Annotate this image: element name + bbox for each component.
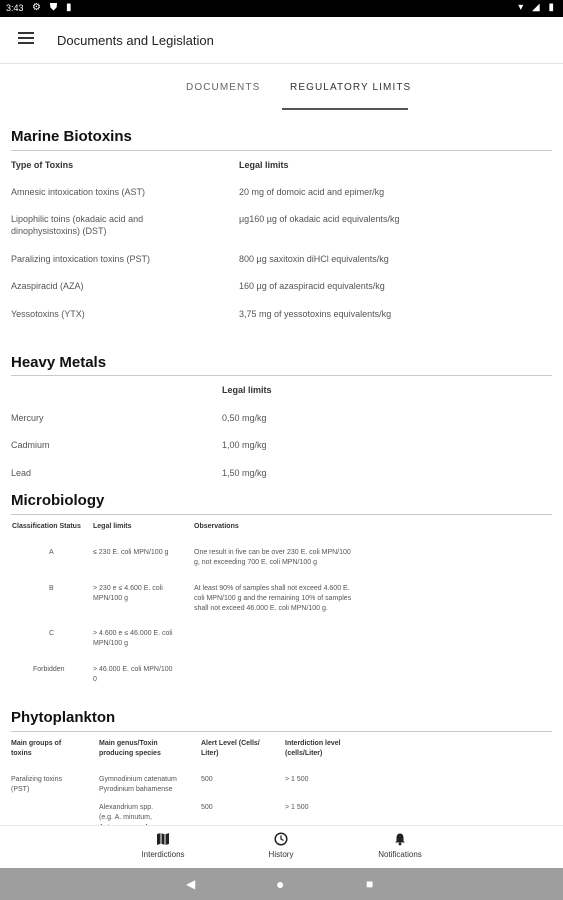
micro-col-limits: Legal limits	[93, 523, 132, 530]
tab-bar	[0, 64, 563, 111]
marine-row-limit: 800 µg saxitoxin diHCl equivalents/kg	[239, 254, 389, 264]
status-icons-left: ⚙ ⛊ ▮	[32, 2, 75, 13]
phyto-col-interdiction: Interdiction level	[285, 740, 341, 747]
marine-row-limit: 20 mg of domoic acid and epimer/kg	[239, 187, 385, 197]
phyto-col-genus: Main genus/Toxin	[99, 740, 158, 747]
phyto-row-genus: Alexandrium spp.	[99, 804, 154, 811]
micro-row-obs: g, not exceeding 700 E. coli MPN/100 g	[194, 559, 317, 566]
nav-label: Interdictions	[141, 850, 185, 859]
nav-label: Notifications	[378, 850, 422, 859]
status-icons-right: ▾ ◢ ▮	[518, 2, 557, 13]
marine-row-limit: µg160 µg of okadaic acid equivalents/kg	[239, 214, 400, 224]
back-icon[interactable]: ◀	[186, 877, 196, 891]
phyto-row-interdiction: > 1 500	[285, 804, 309, 811]
nav-notifications[interactable]	[355, 832, 445, 859]
marine-row-limit: 160 µg of azaspiracid equivalents/kg	[239, 281, 385, 291]
microbiology-title: Microbiology	[11, 492, 105, 509]
phyto-row-genus: (e.g. A. minutum,	[99, 814, 152, 821]
phyto-row-alert: 500	[201, 776, 213, 783]
marine-row-type: Yessotoxins (YTX)	[11, 309, 85, 319]
marine-row-limit: 3,75 mg of yessotoxins equivalents/kg	[239, 309, 392, 319]
phyto-col-alert: Alert Level (Cells/	[201, 740, 260, 747]
micro-col-obs: Observations	[194, 523, 239, 530]
status-time: 3:43	[6, 3, 24, 13]
bottom-navigation	[0, 825, 563, 868]
micro-row-obs: shall not exceed 46.000 E. coli MPN/100 g.	[194, 605, 328, 612]
micro-row-limit: ≤ 230 E. coli MPN/100 g	[93, 549, 169, 556]
clock-icon	[236, 832, 326, 848]
micro-row-class: A	[49, 549, 54, 556]
metals-col-limits: Legal limits	[222, 385, 272, 395]
phyto-col-alert: Liter)	[201, 750, 219, 757]
tab-documents[interactable]: DOCUMENTS	[186, 82, 261, 93]
system-navigation-bar	[0, 868, 563, 900]
phyto-row-alert: 500	[201, 804, 213, 811]
marine-col-type: Type of Toxins	[11, 160, 74, 170]
micro-row-obs: At least 90% of samples shall not exceed 4.600 E.	[194, 585, 350, 592]
marine-row-type: Lipophilic toins (okadaic acid and	[11, 214, 144, 224]
metals-row-limit: 1,50 mg/kg	[222, 468, 267, 478]
phyto-col-groups: Main groups of	[11, 740, 62, 747]
menu-icon[interactable]	[18, 32, 34, 46]
phyto-row-group: Paralizing toxins	[11, 776, 62, 783]
phyto-row-interdiction: > 1 500	[285, 776, 309, 783]
marine-biotoxins-title: Marine Biotoxins	[11, 128, 132, 145]
metals-row-limit: 0,50 mg/kg	[222, 413, 267, 423]
metals-row-name: Cadmium	[11, 440, 50, 450]
phyto-col-genus: producing species	[99, 750, 161, 757]
home-icon[interactable]: ●	[276, 876, 285, 892]
tab-indicator	[282, 108, 408, 110]
recents-icon[interactable]: ■	[366, 877, 374, 891]
nav-history[interactable]	[236, 832, 326, 859]
section-divider	[11, 731, 552, 732]
phyto-row-genus: Gymnodinium catenatum	[99, 776, 177, 783]
nav-interdictions[interactable]	[118, 832, 208, 859]
marine-row-type: Amnesic intoxication toxins (AST)	[11, 187, 146, 197]
micro-col-class: Classification Status	[12, 523, 81, 530]
metals-row-name: Mercury	[11, 413, 44, 423]
phytoplankton-title: Phytoplankton	[11, 709, 116, 726]
section-divider	[11, 514, 552, 515]
phyto-col-groups: toxins	[11, 750, 32, 757]
micro-row-class: B	[49, 585, 54, 592]
section-divider	[11, 150, 552, 151]
micro-row-obs: One result in five can be over 230 E. coli MPN/100	[194, 549, 351, 556]
micro-row-limit: > 4.600 e ≤ 46.000 E. coli	[93, 630, 173, 637]
micro-row-limit: MPN/100 g	[93, 640, 129, 647]
marine-col-limits: Legal limits	[239, 160, 289, 170]
marine-row-type: Azaspiracid (AZA)	[11, 281, 84, 291]
page-title: Documents and Legislation	[57, 33, 214, 48]
nav-label: History	[268, 850, 294, 859]
micro-row-limit: > 46.000 E. coli MPN/100	[93, 666, 173, 673]
phyto-row-genus: Pyrodinium bahamense	[99, 786, 173, 793]
micro-row-class: C	[49, 630, 55, 637]
marine-row-type-cont: dinophysistoxins) (DST)	[11, 226, 107, 236]
phyto-row-group: (PST)	[11, 786, 30, 793]
micro-row-limit: > 230 e ≤ 4.600 E. coli	[93, 585, 163, 592]
marine-row-type: Paralizing intoxication toxins (PST)	[11, 254, 151, 264]
phyto-col-interdiction: (cells/Liter)	[285, 750, 323, 757]
app-bar	[0, 17, 563, 64]
map-icon	[118, 832, 208, 848]
micro-row-limit: 0	[93, 676, 97, 683]
micro-row-limit: MPN/100 g	[93, 595, 129, 602]
tab-regulatory-limits[interactable]: REGULATORY LIMITS	[290, 82, 412, 93]
micro-row-obs: coli MPN/100 g and the remaining 10% of samples	[194, 595, 352, 602]
metals-row-limit: 1,00 mg/kg	[222, 440, 267, 450]
section-divider	[11, 375, 552, 376]
heavy-metals-title: Heavy Metals	[11, 354, 107, 371]
micro-row-class: Forbidden	[33, 666, 65, 673]
bell-icon	[355, 832, 445, 848]
status-bar	[0, 0, 563, 17]
regulatory-limits-content[interactable]	[0, 111, 563, 825]
metals-row-name: Lead	[11, 468, 32, 478]
